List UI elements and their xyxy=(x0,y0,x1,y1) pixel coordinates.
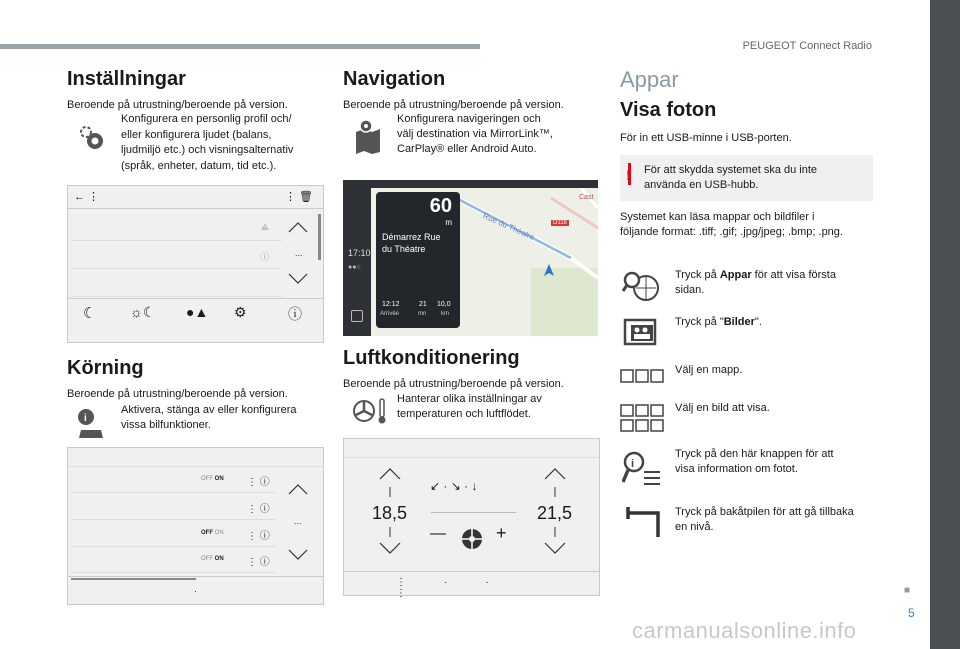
remaining-distance: 10,0 xyxy=(437,301,451,308)
fan-icon xyxy=(460,527,484,551)
toggle-row[interactable]: OFF ON ⋮ ⓘ xyxy=(71,548,276,573)
back-arrow-icon xyxy=(622,505,662,541)
step-apps: Tryck på Appar för att visa första sidan. xyxy=(675,269,836,296)
toggle-row[interactable]: OFF ON ⋮ ⓘ xyxy=(71,522,276,547)
settings-gear-icon xyxy=(76,122,108,154)
fan-thermometer-icon xyxy=(352,396,388,426)
folder-grid-icon xyxy=(620,368,664,384)
scroll-arrows[interactable] xyxy=(286,218,310,288)
step-folder: Välj en mapp. xyxy=(675,364,743,376)
navigation-screen xyxy=(343,180,598,336)
driving-heading: Körning xyxy=(67,357,144,379)
guidance-card xyxy=(376,192,460,328)
side-band xyxy=(930,0,960,649)
info-row[interactable]: ⋮ ⓘ xyxy=(71,495,276,520)
formats-text: Systemet kan läsa mappar och bildfiler i följande format: .tiff; .gif; .jpg/jpeg; .bmp; .png. xyxy=(620,211,843,238)
street-label: Rue du Théatre xyxy=(481,211,536,242)
image-grid-icon xyxy=(620,403,664,433)
top-rule xyxy=(0,44,480,49)
settings-row[interactable]: ⓘ xyxy=(71,244,281,269)
car-info-icon xyxy=(76,408,106,440)
driving-screen xyxy=(67,447,324,605)
step-photos: Tryck på "Bilder". xyxy=(675,316,762,328)
air-distribution-icons[interactable]: ↙ · ↘ · ↓ xyxy=(430,479,478,493)
page-indicator xyxy=(71,578,196,580)
photos-icon xyxy=(622,317,658,347)
road-badge: D118 xyxy=(553,220,567,226)
duration-unit: mn xyxy=(418,311,427,317)
photos-heading: Visa foton xyxy=(620,99,717,121)
toggle-row[interactable]: OFF ON ⋮ ⓘ xyxy=(71,468,276,493)
left-temperature[interactable]: 18,5 xyxy=(372,503,408,523)
arrival-time: 12:12 xyxy=(382,301,400,308)
instruction-line: du Théatre xyxy=(382,244,426,254)
map-pin-icon xyxy=(352,118,384,154)
apps-heading: Appar xyxy=(620,67,679,92)
page-number: 5 xyxy=(908,606,915,620)
distance-value: 60 xyxy=(429,195,452,217)
running-title: PEUGEOT Connect Radio xyxy=(742,40,872,52)
arrival-label: Arrivée xyxy=(380,311,400,317)
climate-description: Hanterar olika inställningar av temperaturen och luftflödet. xyxy=(397,393,542,420)
settings-heading: Inställningar xyxy=(67,68,186,90)
night-mode-icon[interactable]: ☾ xyxy=(83,305,97,322)
scrollbar[interactable] xyxy=(318,214,321,260)
navigation-intro: Beroende på utrustning/beroende på version. xyxy=(343,99,564,111)
climate-intro: Beroende på utrustning/beroende på version. xyxy=(343,378,564,390)
climate-screen xyxy=(343,438,600,599)
step-info: Tryck på den här knappen för att visa information om fotot. xyxy=(675,448,834,475)
duration-value: 21 xyxy=(419,301,427,308)
settings-description: Konfigurera en personlig profil och/ eller konfigurera ljudet (balans, ljudmiljö etc.) och visningsalternativ (språk, enheter, datum, tid etc.). xyxy=(121,113,294,172)
profile-icon[interactable]: ●▲ xyxy=(186,304,209,320)
info-location-icon[interactable]: ⓘ xyxy=(288,306,302,322)
apps-search-icon xyxy=(622,270,660,302)
clock: 17:10 xyxy=(348,248,371,258)
place-label: Cast xyxy=(579,194,594,201)
settings-screen xyxy=(67,185,324,343)
home-button[interactable] xyxy=(351,310,363,322)
signal-icon: ●●○ xyxy=(348,264,361,271)
driving-description: Aktivera, stänga av eller konfigurera vissa bilfunktioner. xyxy=(121,404,297,431)
remaining-unit: km xyxy=(441,311,449,317)
instruction-line: Démarrez Rue xyxy=(382,232,441,242)
fan-minus-button[interactable]: — xyxy=(430,525,446,542)
navigation-heading: Navigation xyxy=(343,68,446,90)
settings-row[interactable] xyxy=(71,272,281,297)
page-dot: · xyxy=(194,586,197,596)
warning-box: ! För att skydda systemet ska du inte använda en USB-hubb. xyxy=(620,155,873,201)
end-mark: ■ xyxy=(904,585,911,596)
svg-text:...: ... xyxy=(295,248,303,258)
warning-icon: ! xyxy=(626,167,631,183)
svg-text:i: i xyxy=(631,458,635,470)
settings-intro: Beroende på utrustning/beroende på version. xyxy=(67,99,288,111)
climate-bottom-icons[interactable]: ⋮·· ⋮ xyxy=(396,577,527,599)
brightness-icon[interactable]: ☼☾ xyxy=(130,304,156,320)
distance-unit: m xyxy=(445,218,452,227)
settings-gear-tab-icon[interactable]: ⚙ xyxy=(234,304,247,320)
step-back: Tryck på bakåtpilen för att gå tillbaka en nivå. xyxy=(675,506,854,533)
trash-icon[interactable]: ⋮ 🗑 xyxy=(284,191,313,203)
svg-text:...: ... xyxy=(294,516,302,526)
step-image: Välj en bild att visa. xyxy=(675,402,770,414)
settings-row[interactable]: ⟁ xyxy=(71,216,281,241)
right-temperature[interactable]: 21,5 xyxy=(537,503,573,523)
info-search-icon xyxy=(622,450,662,490)
fan-plus-button[interactable]: + xyxy=(496,523,507,543)
scroll-arrows[interactable] xyxy=(286,480,310,562)
climate-heading: Luftkonditionering xyxy=(343,347,520,369)
watermark: carmanualsonline.info xyxy=(632,618,857,643)
back-arrow-icon[interactable]: ← ⋮ xyxy=(74,191,100,203)
usb-intro: För in ett USB-minne i USB-porten. xyxy=(620,132,792,144)
navigation-description: Konfigurera navigeringen och välj destination via MirrorLink™, CarPlay® eller Android Auto. xyxy=(397,113,553,155)
svg-text:i: i xyxy=(84,413,87,424)
driving-intro: Beroende på utrustning/beroende på version. xyxy=(67,388,288,400)
